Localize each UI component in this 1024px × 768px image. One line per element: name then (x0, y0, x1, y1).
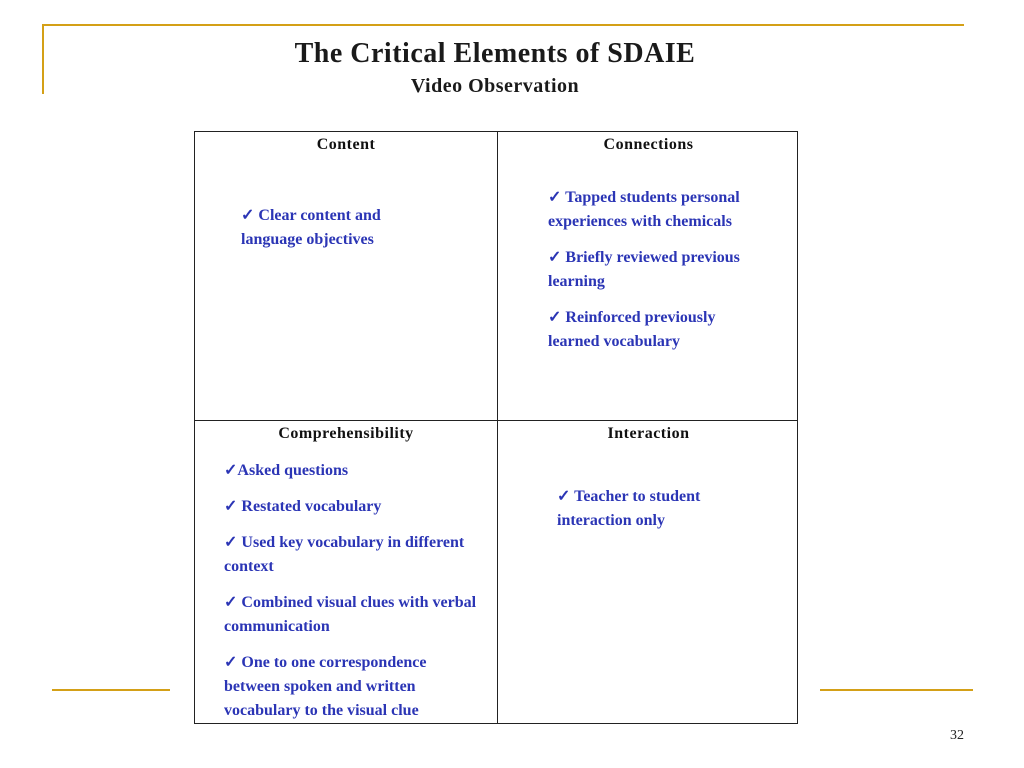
list-item: ✓ Restated vocabulary (224, 498, 382, 515)
list-item: ✓ Reinforced previously learned vocabulary (548, 309, 716, 350)
list-item: ✓ One to one correspondence between spoken and written vocabulary to the visual clue (224, 654, 427, 719)
content-list (241, 204, 431, 264)
comprehensibility-heading: Comprehensibility (278, 425, 414, 442)
bottom-left-rule (52, 689, 170, 691)
list-item: ✓Asked questions (224, 462, 349, 479)
list-item: ✓ Teacher to student interaction only (557, 488, 701, 529)
top-frame-rule (42, 24, 964, 26)
connections-list (548, 186, 763, 366)
list-item: ✓ Clear content and language objectives (241, 207, 381, 248)
interaction-heading: Interaction (607, 425, 690, 442)
content-heading: Content (316, 136, 376, 153)
list-item: ✓ Combined visual clues with verbal communication (224, 594, 477, 635)
slide-title: The Critical Elements of SDAIE (294, 38, 696, 69)
list-item: ✓ Tapped students personal experiences with chemicals (548, 189, 740, 230)
connections-heading: Connections (603, 136, 694, 153)
table-horizontal-divider (195, 420, 797, 421)
list-item: ✓ Used key vocabulary in different context (224, 534, 465, 575)
interaction-list (557, 485, 757, 545)
bottom-right-rule (820, 689, 973, 691)
page-number: 32 (950, 728, 964, 743)
comprehensibility-list (224, 459, 486, 735)
elements-table (194, 131, 798, 724)
list-item: ✓ Briefly reviewed previous learning (548, 249, 740, 290)
slide-subtitle: Video Observation (410, 75, 580, 97)
